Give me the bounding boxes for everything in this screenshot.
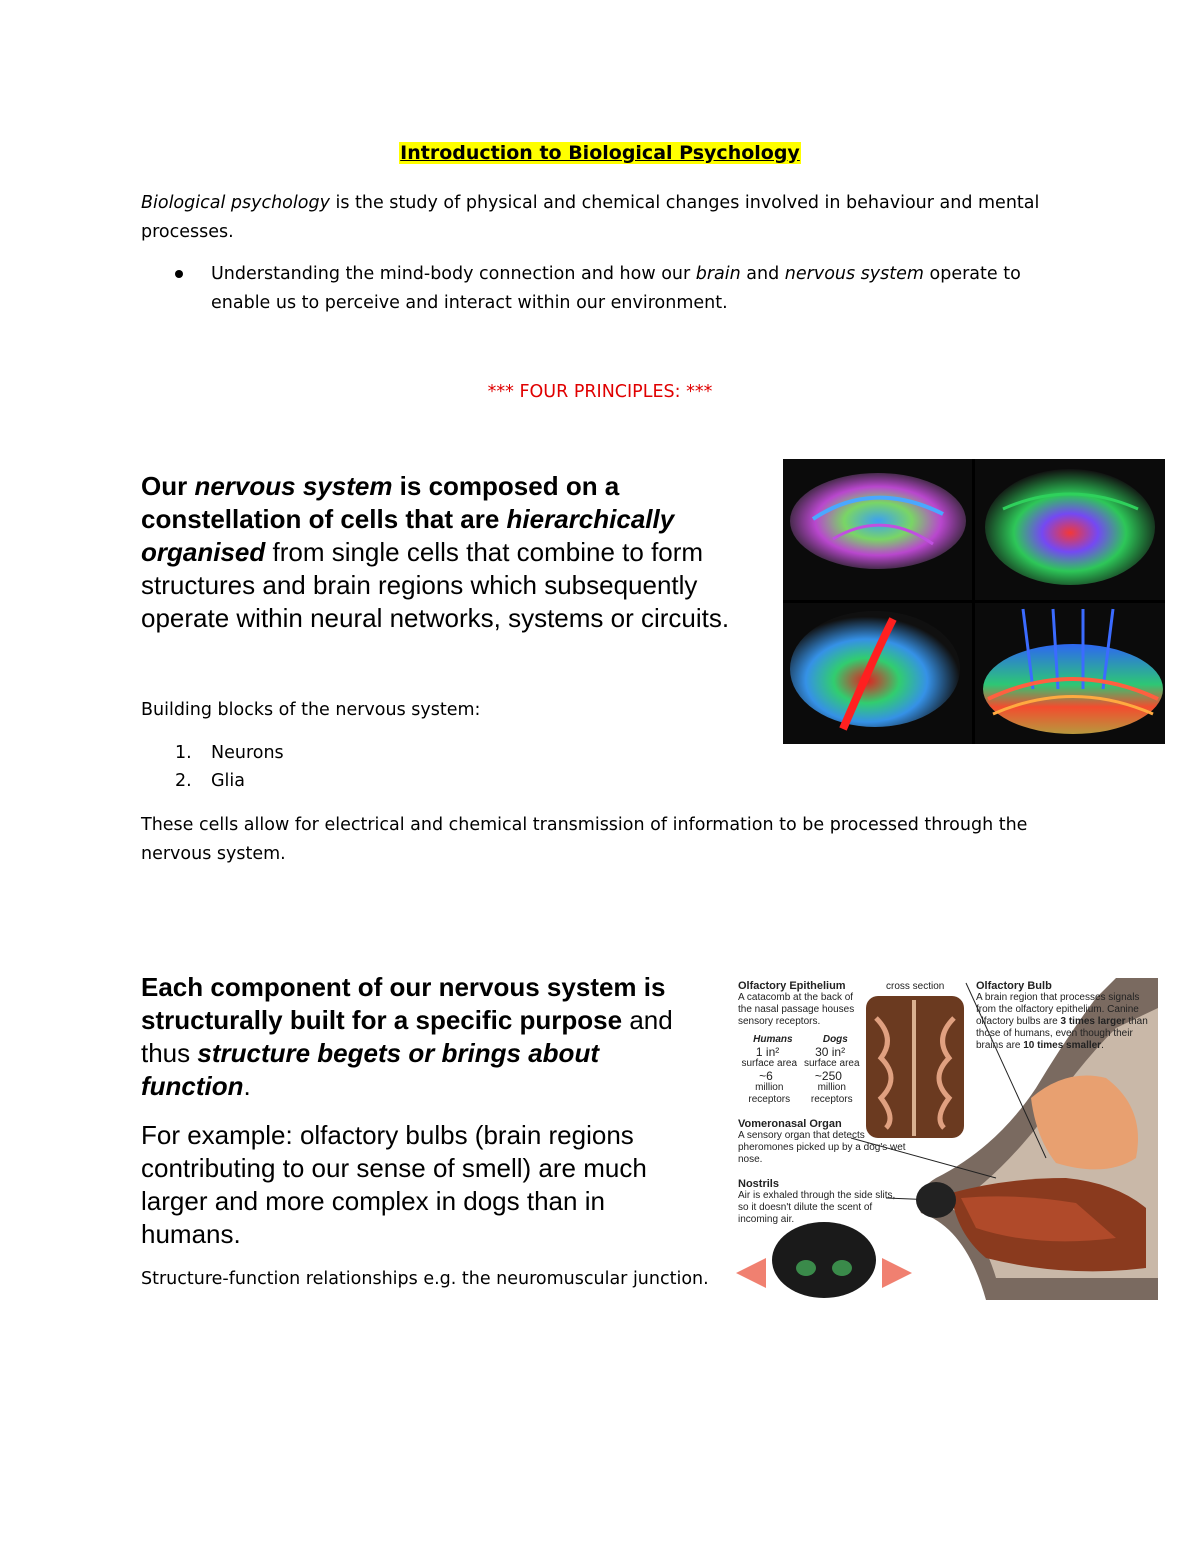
transmission-paragraph: These cells allow for electrical and chemical transmission of information to be processed through the nervous system. [141,815,1028,864]
list-item-glia: Glia [211,771,246,791]
principle-1-text: Our nervous system is composed on a constellation of cells that are hierarchically organised from single cells that combine to form structures and brain regions which subsequently operate within neural networks, systems or circuits. [141,471,730,633]
building-blocks-heading: Building blocks of the nervous system: [141,700,481,720]
vomeronasal-label: Vomeronasal Organ A sensory organ that detects pheromones picked up by a dog's wet nose. [738,1118,906,1165]
tractography-illustration [783,459,1165,744]
olfactory-example-text: For example: olfactory bulbs (brain regions contributing to our sense of smell) are much larger and more complex in dogs than in humans. [141,1120,647,1249]
epithelium-label: Olfactory Epithelium A catacomb at the back of the nasal passage houses sensory receptors. [738,980,855,1027]
bullet-dot [175,270,183,278]
page-title: Introduction to Biological Psychology [400,142,800,164]
brain-tractography-image [783,459,1165,744]
term-biological-psychology: Biological psychology [141,193,330,213]
list-number-1: 1. [175,743,192,763]
olfactory-bulb-label: Olfactory Bulb A brain region that processes signals from the olfactory epithelium. Canine olfactory bulbs are 3 times larger than those of humans, even though their brains are 10 times smaller. [976,980,1148,1051]
bullet-item: Understanding the mind-body connection and how our brain and nervous system operate to enable us to perceive and interact within our environment. [211,264,1021,313]
principle-2-text: Each component of our nervous system is structurally built for a specific purpose and thus structure begets or brings about function. [141,972,673,1101]
structure-function-text: Structure-function relationships e.g. the neuromuscular junction. [141,1269,709,1289]
olfactory-infographic [736,978,1158,1300]
principles-heading: *** FOUR PRINCIPLES: *** [487,382,713,402]
intro-paragraph: Biological psychology is the study of physical and chemical changes involved in behaviour and mental processes. [141,193,1040,242]
list-number-2: 2. [175,771,192,791]
nostrils-label: Nostrils Air is exhaled through the side slits, so it doesn't dilute the scent of incoming air. [738,1178,896,1225]
comparison-table: Humans Dogs 1 in² 30 in² surface area surface area ~6 ~250 million receptors million receptors [741,1034,860,1105]
list-item-neurons: Neurons [211,743,284,763]
cross-section-label: cross section [886,981,945,992]
